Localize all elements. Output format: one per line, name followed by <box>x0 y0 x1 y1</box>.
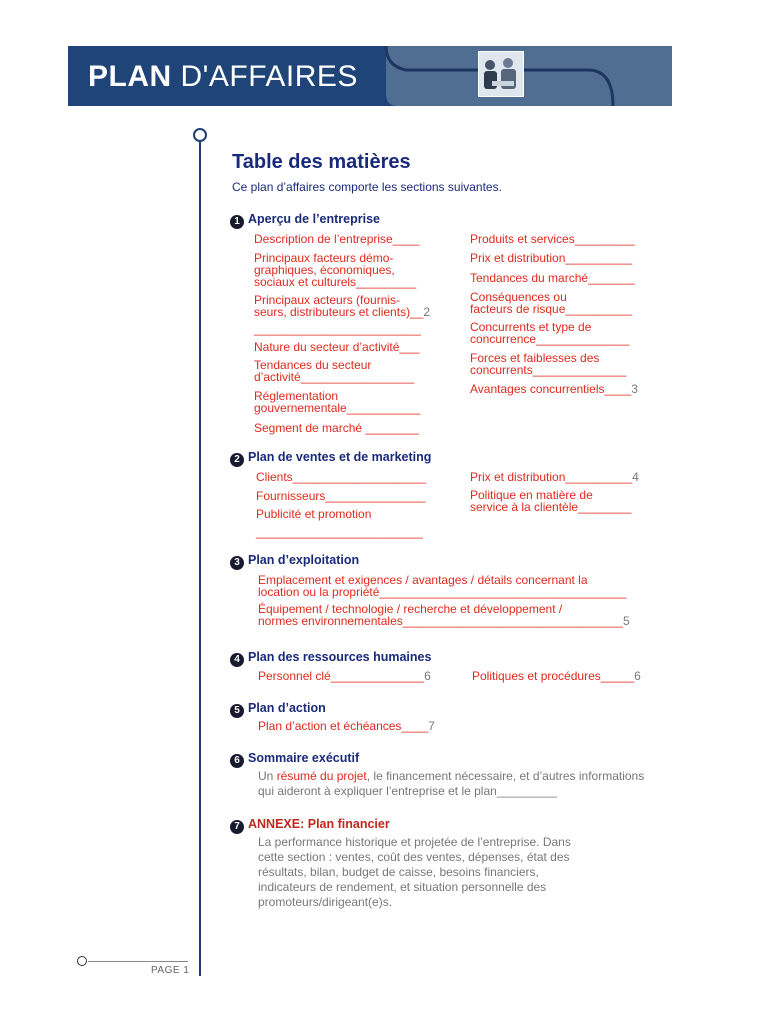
toc-item: Tendances du secteur d’activité_________________ <box>254 358 415 384</box>
toc-item: _________________________ <box>254 322 421 336</box>
toc-item: Politique en matière de service à la clientèle________ <box>470 488 632 514</box>
document-title: PLAN D'AFFAIRES <box>88 60 358 93</box>
toc-item: Clients____________________ <box>256 470 427 484</box>
toc-item: _________________________ <box>256 525 423 539</box>
toc-item: Avantages concurrentiels____3 <box>470 382 638 396</box>
section-2-title: 2 Plan de ventes et de marketing <box>230 450 431 467</box>
section-number-icon: 1 <box>230 215 244 229</box>
toc-item: Description de l’entreprise____ <box>254 232 420 246</box>
toc-item: Emplacement et exigences / avantages / détails concernant la location ou la propriété_____________________________________ <box>258 573 627 599</box>
section-number-icon: 6 <box>230 754 244 768</box>
footer-ring <box>77 956 87 966</box>
section-6-title: 6 Sommaire exécutif <box>230 751 359 768</box>
toc-item: Prix et distribution__________4 <box>470 470 639 484</box>
section-number-icon: 4 <box>230 653 244 667</box>
toc-item: Principaux acteurs (fournis- seurs, distributeurs et clients)__2 <box>254 293 431 319</box>
toc-item: Produits et services_________ <box>470 232 635 246</box>
toc-item: Réglementation gouvernementale___________ <box>254 389 421 415</box>
intro-text: Ce plan d’affaires comporte les sections suivantes. <box>232 180 502 194</box>
toc-item: Fournisseurs_______________ <box>256 489 426 503</box>
section-3-title: 3 Plan d’exploitation <box>230 553 359 570</box>
section-5-title: 5 Plan d’action <box>230 701 326 718</box>
toc-item: Personnel clé______________6 <box>258 669 431 683</box>
toc-item: Segment de marché ________ <box>254 421 419 435</box>
toc-item: Politiques et procédures_____6 <box>472 669 641 683</box>
section-number-icon: 2 <box>230 453 244 467</box>
toc-item: Forces et faiblesses des concurrents______________ <box>470 351 627 377</box>
page-title: Table des matières <box>232 151 411 173</box>
toc-item: Publicité et promotion <box>256 507 372 521</box>
toc-item: Plan d’action et échéances____7 <box>258 719 435 733</box>
section-4-title: 4 Plan des ressources humaines <box>230 650 431 667</box>
footer-line <box>88 961 188 962</box>
timeline-ring-top <box>193 128 207 142</box>
toc-item: Prix et distribution__________ <box>470 251 633 265</box>
page-number: PAGE 1 <box>151 965 190 976</box>
timeline-line <box>199 142 201 976</box>
annex-paragraph: La performance historique et projetée de l’entreprise. Dans cette section : ventes, coût des ventes, dépenses, état des résultats, bilan, budget de caisse, besoins financiers, indicateurs de rendement, et situation personnelle des promoteurs/dirigeant(e)s. <box>258 835 571 909</box>
toc-item: Nature du secteur d’activité___ <box>254 340 420 354</box>
toc-item: Principaux facteurs démo- graphiques, économiques, sociaux et culturels_________ <box>254 251 417 289</box>
section-7-title: 7 ANNEXE: Plan financier <box>230 817 390 834</box>
toc-item: Équipement / technologie / recherche et développement / normes environnementales_________________________________5 <box>258 602 630 628</box>
toc-item: Conséquences ou facteurs de risque__________ <box>470 290 633 316</box>
team-photo-icon <box>478 51 524 97</box>
section-number-icon: 7 <box>230 820 244 834</box>
section-number-icon: 3 <box>230 556 244 570</box>
section-1-title: 1 Aperçu de l’entreprise <box>230 212 380 229</box>
toc-item: Concurrents et type de concurrence______________ <box>470 320 630 346</box>
section-number-icon: 5 <box>230 704 244 718</box>
summary-paragraph: Un résumé du projet, le financement nécessaire, et d’autres informations qui aideront à expliquer l’entreprise et le plan_________ <box>258 769 645 798</box>
toc-item: Tendances du marché_______ <box>470 271 635 285</box>
header-banner <box>68 46 672 106</box>
